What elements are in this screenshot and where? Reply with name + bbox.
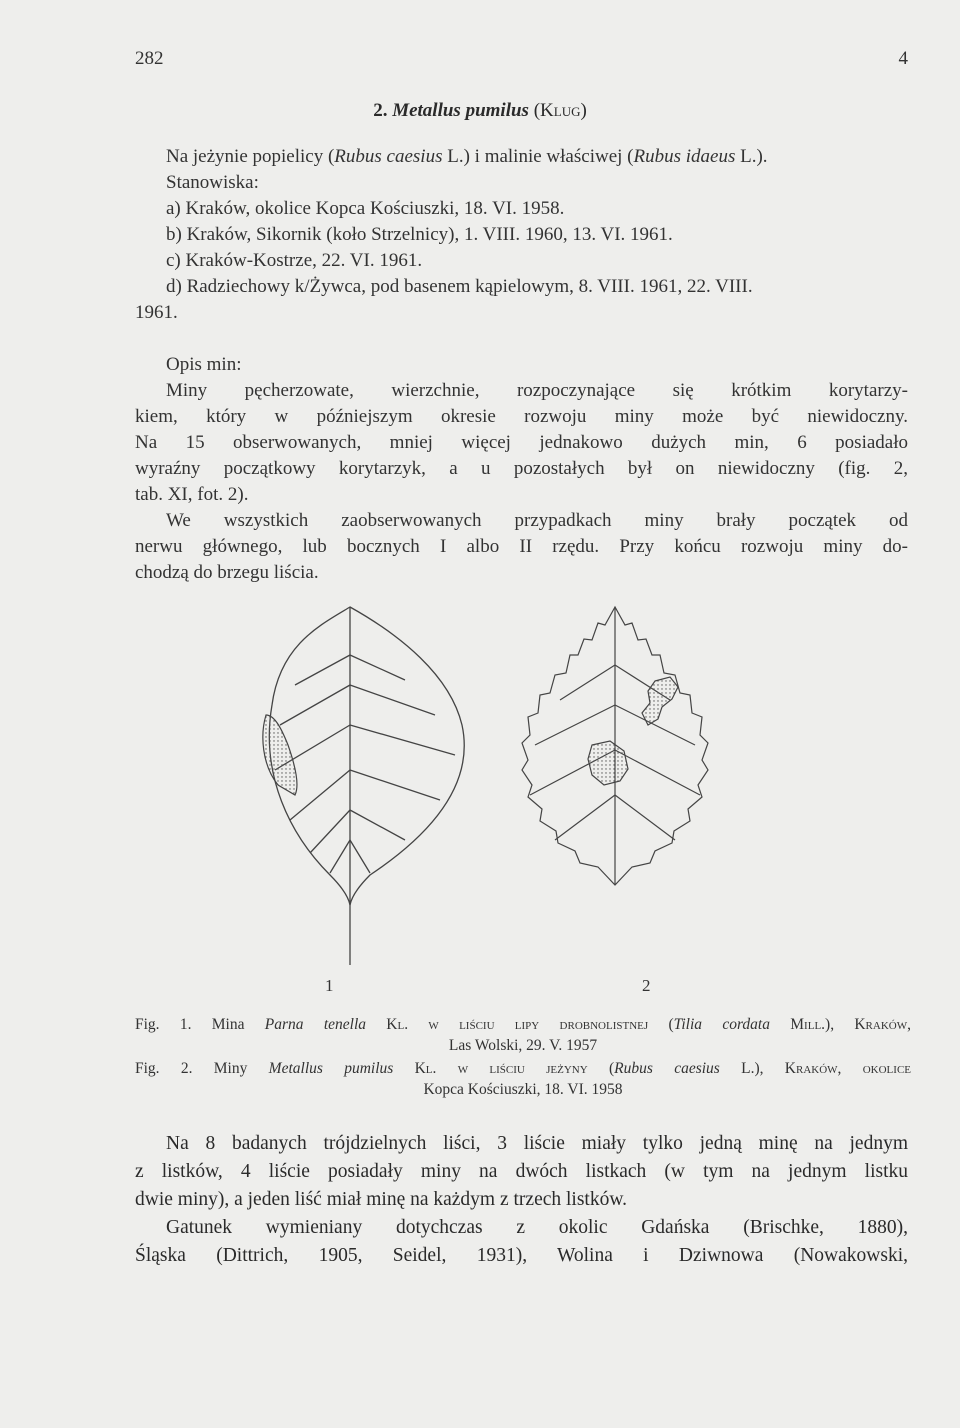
body-paragraph-2 — [135, 1214, 908, 1270]
species-name: Metallus pumilus — [392, 100, 529, 121]
species-author: (Klug) — [533, 100, 587, 121]
body-line: Na 8 badanych trójdzielnych liści, 3 liście miały tylko jedną minę na jednym — [166, 1133, 908, 1154]
body-line: z listków, 4 liście posiadały miny na dwóch listkach (w tym na jednym listku — [135, 1161, 908, 1182]
locality-b: b) Kraków, Sikornik (koło Strzelnicy), 1. VIII. 1960, 13. VI. 1961. — [166, 224, 673, 245]
locality-a: a) Kraków, okolice Kopca Kościuszki, 18. VI. 1958. — [166, 198, 565, 219]
body-line: dwie miny), a jeden liść miał minę na każdym z trzech listków. — [135, 1189, 628, 1210]
description-line: tab. XI, fot. 2). — [135, 484, 249, 505]
intro-paragraph — [135, 144, 908, 326]
host-plants-line: Na jeżynie popielicy (Rubus caesius L.) i malinie właściwej (Rubus idaeus L.). — [166, 146, 768, 167]
mine-blotch-fig1 — [263, 715, 297, 795]
description-line: Miny pęcherzowate, wierzchnie, rozpoczynające się krótkim korytarzy- — [166, 380, 908, 401]
body-line: Śląska (Dittrich, 1905, Seidel, 1931), Wolina i Dziwnowa (Nowakowski, — [135, 1245, 908, 1266]
section-number: 2. — [373, 100, 388, 121]
mine-blotch-fig2-a — [642, 677, 678, 725]
figure-2-caption: Fig. 2. Miny Metallus pumilus Kl. w liściu jeżyny (Rubus caesius L.), Kraków, okolice Kopca Kościuszki, 18. VI. 1958 — [135, 1060, 911, 1098]
figure-1-caption: Fig. 1. Mina Parna tenella Kl. w liściu lipy drobnolistnej (Tilia cordata Mill.), Kraków, Las Wolski, 29. V. 1957 — [135, 1016, 911, 1054]
description-line: We wszystkich zaobserwowanych przypadkach miny brały początek od — [166, 510, 908, 531]
figure-label-1: 1 — [325, 976, 334, 995]
description-line: nerwu głównego, lub bocznych I albo II rzędu. Przy końcu rozwoju miny do- — [135, 536, 908, 557]
linden-leaf-drawing — [269, 607, 464, 965]
mine-description — [135, 352, 908, 586]
body-line: Gatunek wymieniany dotychczas z okolic Gdańska (Brischke, 1880), — [166, 1217, 908, 1238]
sheet-mark: 4 — [898, 48, 908, 69]
description-line: kiem, który w późniejszym okresie rozwoju miny może być niewidoczny. — [135, 406, 908, 427]
section-title — [0, 100, 960, 122]
localities-heading: Stanowiska: — [166, 172, 259, 193]
locality-d: d) Radziechowy k/Żywca, pod basenem kąpielowym, 8. VIII. 1961, 22. VIII. — [166, 276, 753, 297]
figure-label-2: 2 — [642, 976, 651, 995]
description-line: chodzą do brzegu liścia. — [135, 562, 319, 583]
body-paragraph-1 — [135, 1130, 908, 1214]
leaf-figure — [200, 595, 720, 995]
description-line: Na 15 obserwowanych, mniej więcej jednakowo dużych min, 6 posiadało — [135, 432, 908, 453]
locality-c: c) Kraków-Kostrze, 22. VI. 1961. — [166, 250, 423, 271]
locality-d-cont: 1961. — [135, 302, 178, 323]
description-line: wyraźny początkowy korytarzyk, a u pozostałych był on niewidoczny (fig. 2, — [135, 458, 908, 479]
mine-blotch-fig2-b — [588, 741, 628, 785]
page-number: 282 — [135, 48, 164, 69]
description-heading: Opis min: — [166, 354, 242, 375]
